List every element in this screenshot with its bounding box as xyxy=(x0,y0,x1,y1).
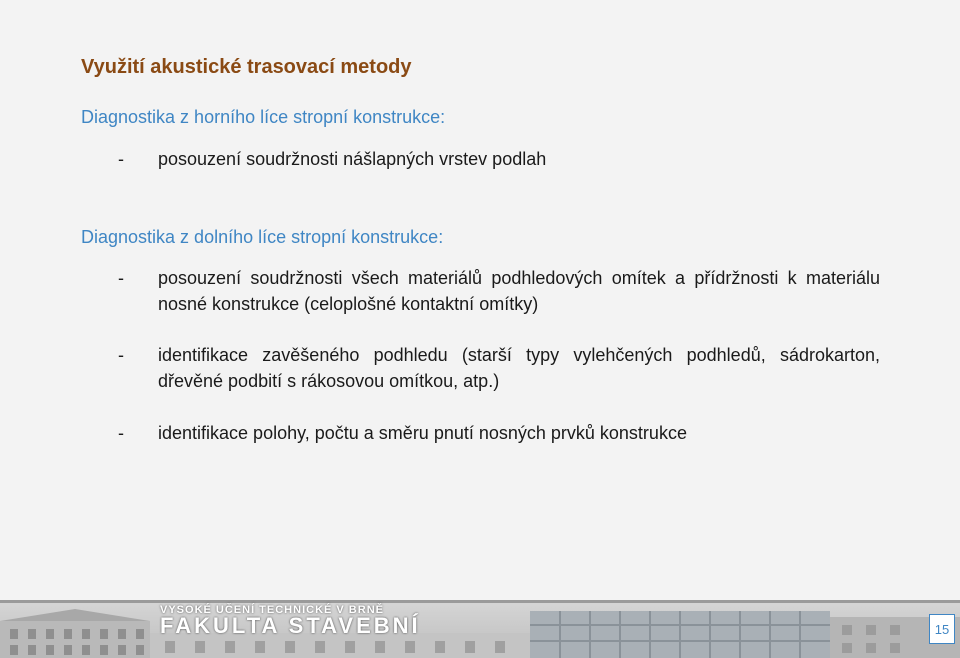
slide-title: Využití akustické trasovací metody xyxy=(81,56,412,78)
section-heading-bottom: Diagnostika z dolního líce stropní konstrukce: xyxy=(81,227,444,247)
section-heading-top: Diagnostika z horního líce stropní konstrukce: xyxy=(81,107,446,127)
bullet-text: identifikace polohy, počtu a směru pnutí nosných prvků konstrukce xyxy=(158,423,687,443)
bullet-item xyxy=(118,265,880,317)
building-illustration xyxy=(0,603,960,658)
bullet-item xyxy=(118,420,880,446)
page-number-box xyxy=(929,614,955,644)
bullet-text: identifikace zavěšeného podhledu (starší typy vylehčených podhledů, sádrokarton, dřevěné podbití s rákosovou omítkou, atp.) xyxy=(158,345,880,391)
bullet-text: posouzení soudržnosti nášlapných vrstev podlah xyxy=(158,149,547,169)
footer-banner xyxy=(0,600,960,658)
bullet-dash: - xyxy=(118,345,124,365)
bullet-dash: - xyxy=(118,423,124,443)
bullet-item xyxy=(118,146,880,172)
faculty-logo-text: FAKULTA STAVEBNÍ xyxy=(160,613,421,638)
university-caption: VYSOKÉ UČENÍ TECHNICKÉ V BRNĚ xyxy=(160,604,384,616)
bullet-text: posouzení soudržnosti všech materiálů podhledových omítek a přídržnosti k materiálu nosné konstrukce (celoplošné kontaktní omítky) xyxy=(158,268,880,314)
bullet-dash: - xyxy=(118,149,124,169)
page-number: 15 xyxy=(934,621,950,637)
bullet-dash: - xyxy=(118,268,124,288)
bullet-item xyxy=(118,342,880,394)
